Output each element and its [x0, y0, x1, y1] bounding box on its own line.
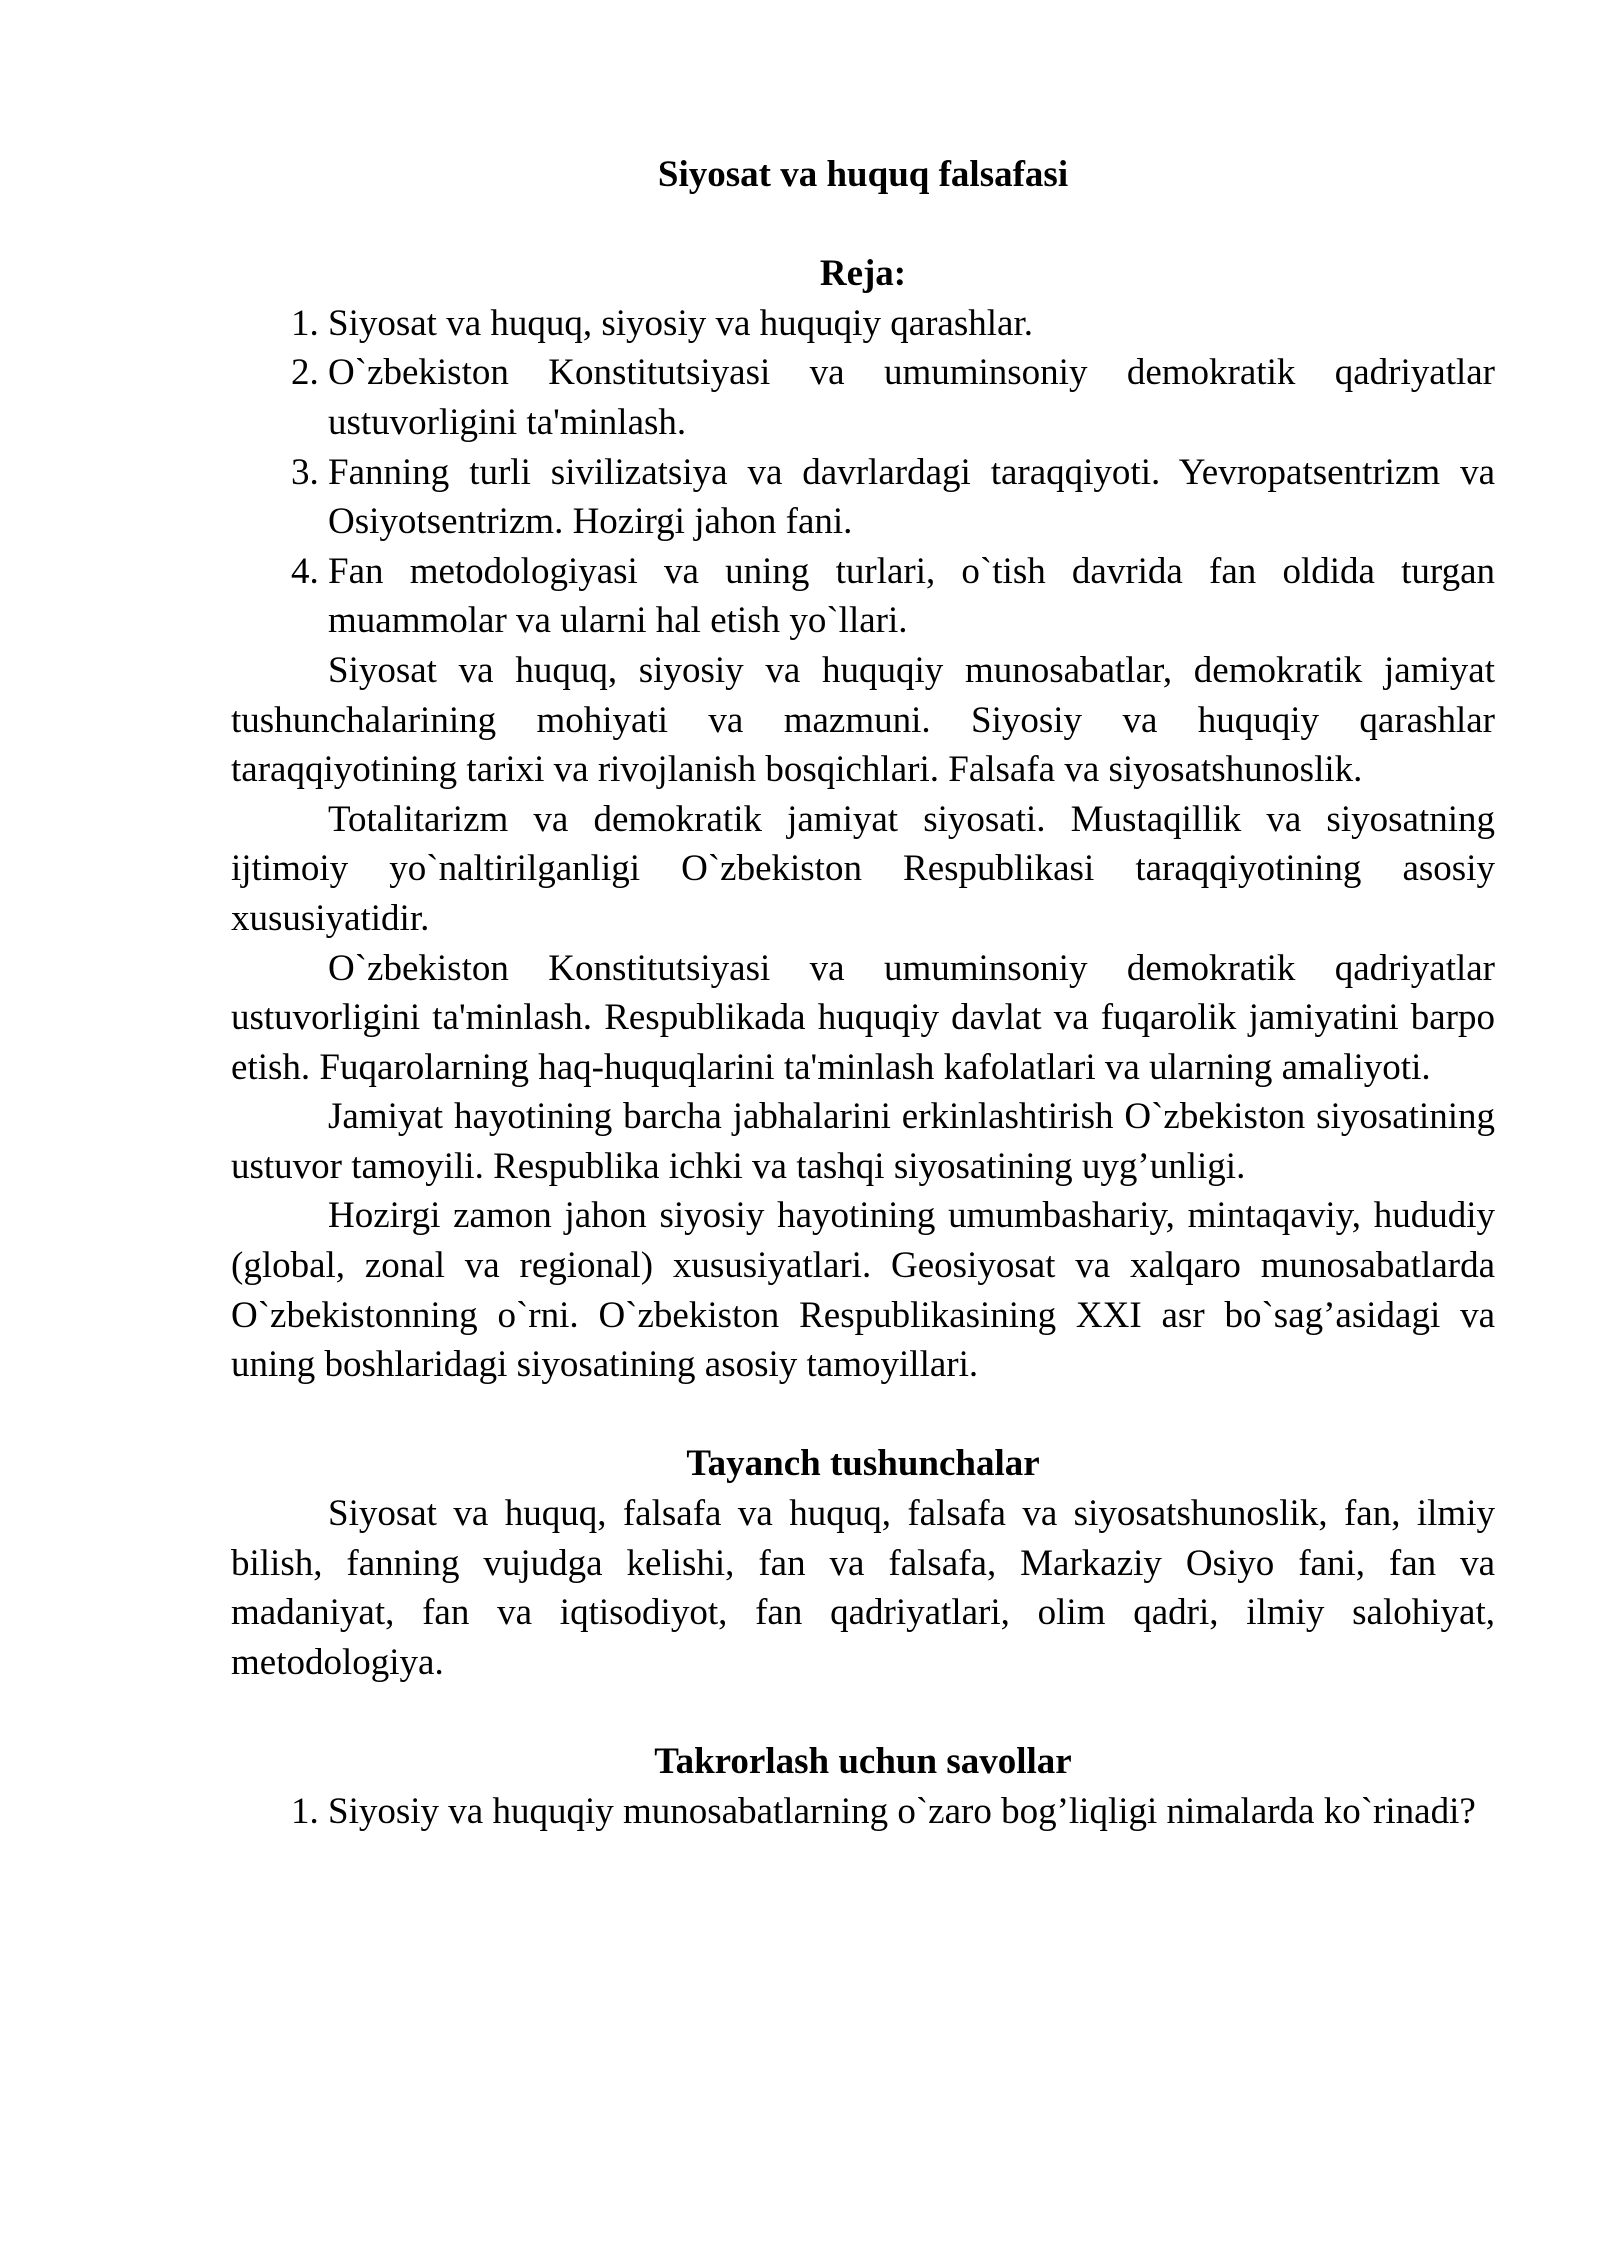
key-concepts-heading: Tayanch tushunchalar: [686, 1443, 1040, 1485]
plan-item: 4. Fan metodologiyasi va uning turlari, o`tish davrida fan oldida turgan muammolar va ularni hal etish yo`llari.: [328, 547, 1495, 646]
body-paragraph: Siyosat va huquq, siyosiy va huquqiy munosabatlar, demokratik jamiyat tushunchalarining mohiyati va mazmuni. Siyosiy va huquqiy qarashlar taraqqiyotining tarixi va rivojlanish bosqichlari. Falsafa va siyosatshunoslik.: [231, 649, 1495, 791]
body-paragraph: Totalitarizm va demokratik jamiyat siyosati. Mustaqillik va siyosatning ijtimoiy yo`naltirilganligi O`zbekiston Respublikasi taraqqiyotining asosiy xususiyatidir.: [231, 798, 1495, 939]
document-page: [231, 150, 1495, 1836]
document-title: Siyosat va huquq falsafasi: [657, 154, 1069, 195]
review-questions-list: [231, 1787, 1495, 1837]
section-spacer: [231, 1390, 1495, 1440]
body-paragraph: Jamiyat hayotining barcha jabhalarini erkinlashtirish O`zbekiston siyosatining ustuvor tamoyili. Respublika ichki va tashqi siyosatining uyg’unligi.: [231, 1096, 1495, 1187]
review-question-item: 1. Siyosiy va huquqiy munosabatlarning o`zaro bog’liqligi nimalarda ko`rinadi?: [328, 1787, 1495, 1837]
plan-item: 3. Fanning turli sivilizatsiya va davrlardagi taraqqiyoti. Yevropatsentrizm va Osiyotsentrizm. Hozirgi jahon fani.: [328, 448, 1495, 547]
plan-item: 1. Siyosat va huquq, siyosiy va huquqiy qarashlar.: [328, 299, 1495, 349]
section-spacer: [231, 1687, 1495, 1737]
plan-item: 2. O`zbekiston Konstitutsiyasi va umuminsoniy demokratik qadriyatlar ustuvorligini ta'minlash.: [328, 348, 1495, 447]
plan-heading: Reja:: [819, 253, 907, 295]
body-paragraph: Hozirgi zamon jahon siyosiy hayotining umumbashariy, mintaqaviy, hududiy (global, zonal va regional) xususiyatlari. Geosiyosat va xalqaro munosabatlarda O`zbekistonning o`rni. O`zbekiston Respublikasining XXI asr bo`sag’asidagi va uning boshlaridagi siyosatining asosiy tamoyillari.: [231, 1195, 1495, 1386]
body-paragraph: O`zbekiston Konstitutsiyasi va umuminsoniy demokratik qadriyatlar ustuvorligini ta'minlash. Respublikada huquqiy davlat va fuqarolik jamiyatini barpo etish. Fuqarolarning haq-huquqlarini ta'minlash kafolatlari va ularning amaliyoti.: [231, 947, 1495, 1088]
plan-list: [231, 299, 1495, 646]
key-concepts-text: Siyosat va huquq, falsafa va huquq, falsafa va siyosatshunoslik, fan, ilmiy bilish, fanning vujudga kelishi, fan va falsafa, Markaziy Osiyo fani, fan va madaniyat, fan va iqtisodiyot, fan qadriyatlari, olim qadri, ilmiy salohiyat, metodologiya.: [231, 1493, 1495, 1683]
review-questions-heading: Takrorlash uchun savollar: [654, 1741, 1072, 1782]
